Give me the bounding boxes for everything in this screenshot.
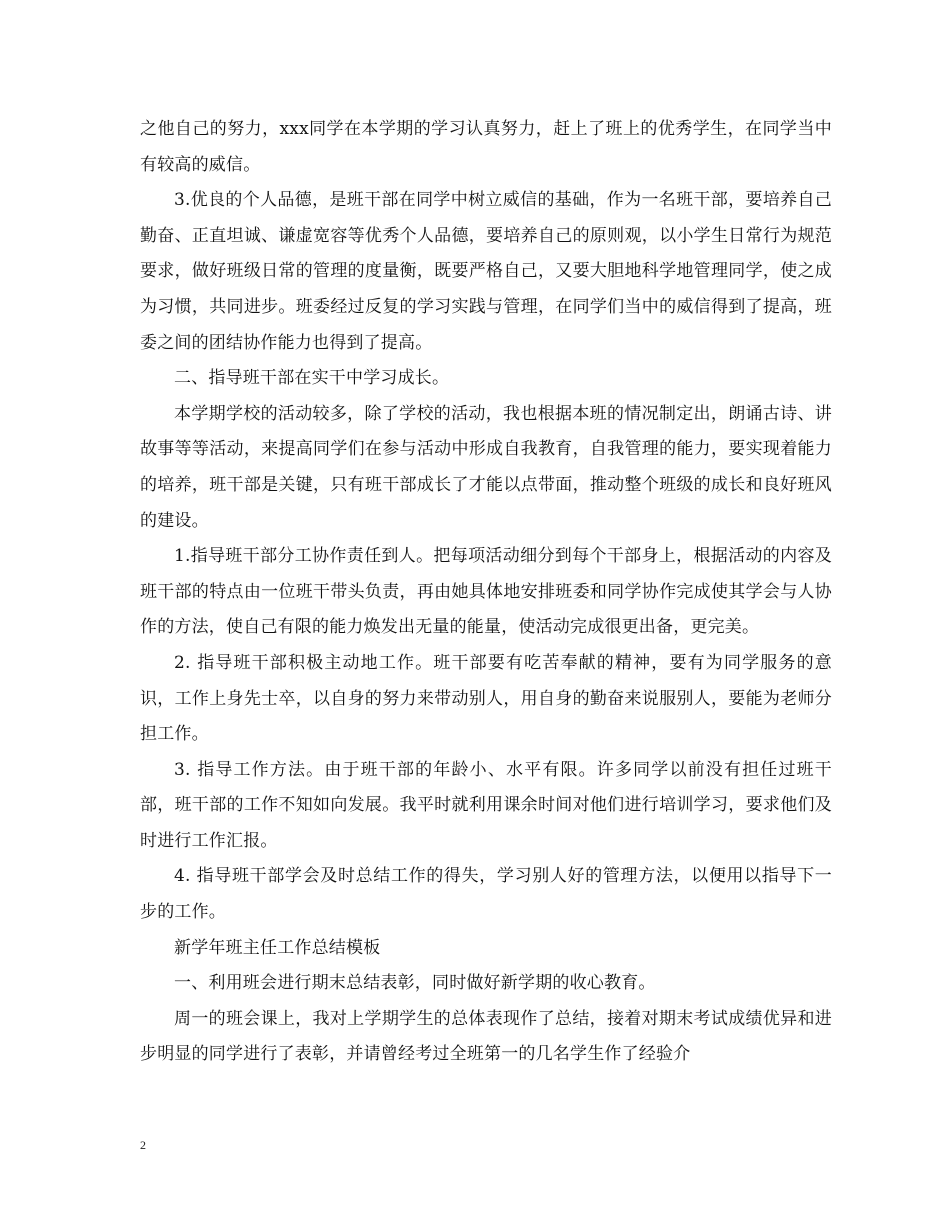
document-subtitle: 新学年班主任工作总结模板 (174, 937, 381, 958)
section-heading: 一、利用班会进行期末总结表彰，同时做好新学期的收心教育。 (174, 973, 656, 994)
paragraph: 2. 指导班干部积极主动地工作。班干部要有吃苦奉献的精神，要有为同学服务的意识，工作上身先士卒，以自身的努力来带动别人，用自身的勤奋来说服别人，要能为老师分担工作。 (140, 652, 832, 745)
paragraph: 3. 指导工作方法。由于班干部的年龄小、水平有限。许多同学以前没有担任过班干部，班干部的工作不知如向发展。我平时就利用课余时间对他们进行培训学习，要求他们及时进行工作汇报。 (140, 759, 832, 851)
document-body (140, 112, 832, 1073)
paragraph: 本学期学校的活动较多，除了学校的活动，我也根据本班的情况制定出，朗诵古诗、讲故事等等活动，来提高同学们在参与活动中形成自我教育，自我管理的能力，要实现着能力的培养，班干部是关键，只有班干部成长了才能以点带面，推动整个班级的成长和良好班风的建设。 (140, 403, 832, 531)
page-number: 2 (140, 1138, 146, 1152)
section-heading: 二、指导班干部在实干中学习成长。 (174, 368, 450, 389)
paragraph: 3.优良的个人品德，是班干部在同学中树立威信的基础，作为一名班干部，要培养自己勤奋、正直坦诚、谦虚宽容等优秀个人品德，要培养自己的原则观，以小学生日常行为规范要求，做好班级日常的管理的度量衡，既要严格自己，又要大胆地科学地管理同学，使之成为习惯，共同进步。班委经过反复的学习实践与管理，在同学们当中的威信得到了提高，班委之间的团结协作能力也得到了提高。 (140, 190, 832, 353)
paragraph: 之他自己的努力，xxx同学在本学期的学习认真努力，赶上了班上的优秀学生，在同学当中有较高的威信。 (140, 119, 832, 175)
paragraph: 1.指导班干部分工协作责任到人。把每项活动细分到每个干部身上，根据活动的内容及班干部的特点由一位班干带头负责，再由她具体地安排班委和同学协作完成使其学会与人协作的方法，使自己有限的能力焕发出无量的能量，使活动完成很更出备，更完美。 (140, 546, 832, 638)
paragraph: 周一的班会课上，我对上学期学生的总体表现作了总结，接着对期末考试成绩优异和进步明显的同学进行了表彰，并请曾经考过全班第一的几名学生作了经验介 (140, 1008, 832, 1065)
paragraph: 4. 指导班干部学会及时总结工作的得失，学习别人好的管理方法，以便用以指导下一步的工作。 (140, 866, 832, 923)
